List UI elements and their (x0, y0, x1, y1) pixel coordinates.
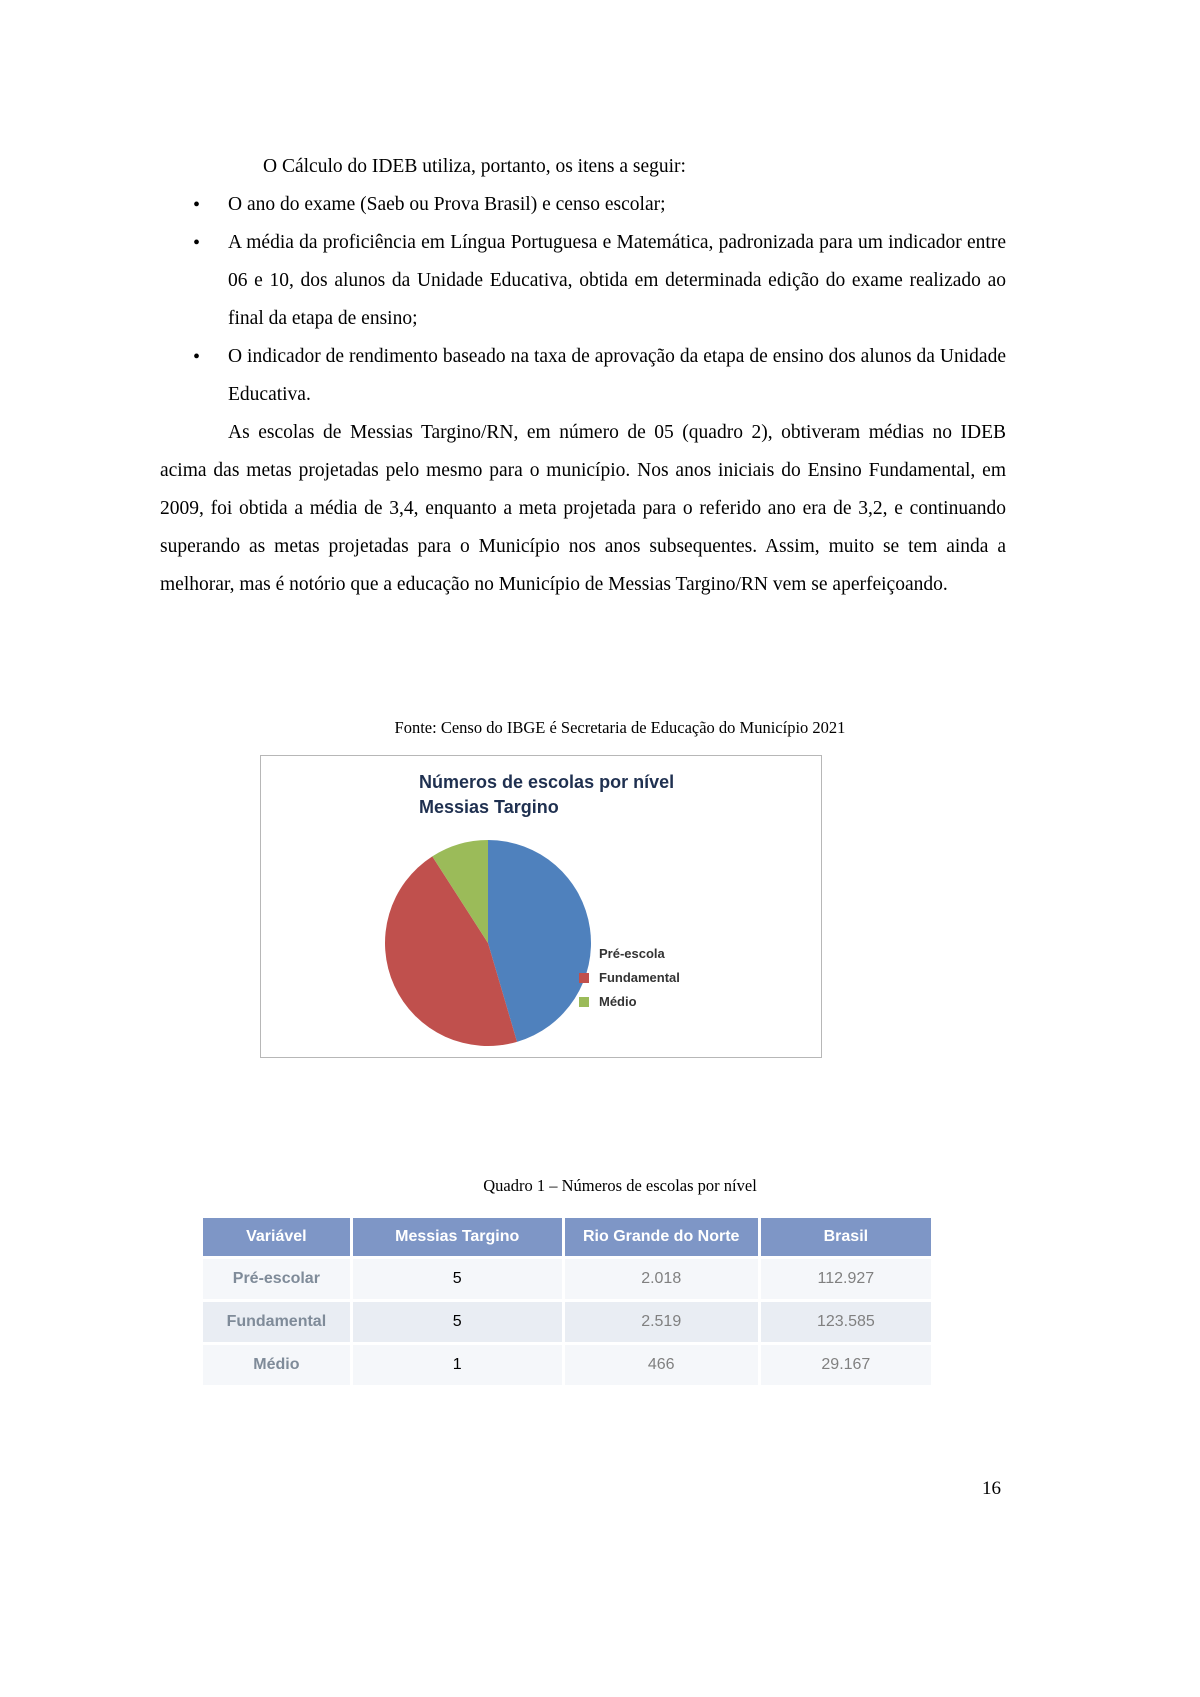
chart-title (419, 770, 674, 820)
table-cell: 1 (353, 1345, 562, 1385)
row-label: Fundamental (203, 1302, 350, 1342)
legend-swatch-icon (579, 949, 589, 959)
row-label: Pré-escolar (203, 1259, 350, 1299)
table-row (203, 1259, 931, 1299)
legend-label: Fundamental (599, 970, 680, 985)
table-cell: 123.585 (761, 1302, 931, 1342)
legend-item (579, 946, 680, 961)
legend-item (579, 994, 680, 1009)
legend-swatch-icon (579, 973, 589, 983)
legend-label: Pré-escola (599, 946, 665, 961)
table-cell: 5 (353, 1302, 562, 1342)
table-cell: 2.018 (565, 1259, 758, 1299)
chart-title-line2: Messias Targino (419, 797, 559, 817)
table-row (203, 1345, 931, 1385)
legend-item (579, 970, 680, 985)
intro-paragraph: O Cálculo do IDEB utiliza, portanto, os itens a seguir: (263, 156, 686, 177)
pie-chart (383, 838, 593, 1048)
table-cell: 29.167 (761, 1345, 931, 1385)
row-label: Médio (203, 1345, 350, 1385)
bullet-item: • O indicador de rendimento baseado na taxa de aprovação da etapa de ensino dos alunos da Unidade Educativa. (160, 338, 1006, 414)
data-table-container (200, 1215, 934, 1388)
table-cell: 2.519 (565, 1302, 758, 1342)
table-row (203, 1302, 931, 1342)
body-text (160, 148, 1006, 604)
column-header: Variável (203, 1218, 350, 1256)
legend-label: Médio (599, 994, 637, 1009)
legend-swatch-icon (579, 997, 589, 1007)
schools-table (200, 1215, 934, 1388)
chart-legend (579, 946, 680, 1018)
column-header: Messias Targino (353, 1218, 562, 1256)
page-number: 16 (982, 1478, 1001, 1499)
bullet-list (160, 186, 1006, 414)
chart-title-line1: Números de escolas por nível (419, 772, 675, 792)
bullet-item: • A média da proficiência em Língua Portuguesa e Matemática, padronizada para um indicador entre 06 e 10, dos alunos da Unidade Educativa, obtida em determinada edição do exame realizado ao final da etapa de ensino; (160, 224, 1006, 338)
chart-frame (260, 755, 822, 1058)
bullet-item: • O ano do exame (Saeb ou Prova Brasil) e censo escolar; (160, 186, 1006, 224)
table-caption: Quadro 1 – Números de escolas por nível (483, 1176, 757, 1195)
table-cell: 466 (565, 1345, 758, 1385)
column-header: Brasil (761, 1218, 931, 1256)
table-cell: 112.927 (761, 1259, 931, 1299)
table-cell: 5 (353, 1259, 562, 1299)
column-header: Rio Grande do Norte (565, 1218, 758, 1256)
table-header-row (203, 1218, 931, 1256)
main-paragraph: As escolas de Messias Targino/RN, em número de 05 (quadro 2), obtiveram médias no IDEB acima das metas projetadas pelo mesmo para o município. Nos anos iniciais do Ensino Fundamental, em 2009, foi obtida a média de 3,4, enquanto a meta projetada para o referido ano era de 3,2, e continuando superando as metas projetadas para o Município nos anos subsequentes. Assim, muito se tem ainda a melhorar, mas é notório que a educação no Município de Messias Targino/RN vem se aperfeiçoando. (160, 422, 1006, 595)
figure-source-caption: Fonte: Censo do IBGE é Secretaria de Educação do Município 2021 (394, 718, 846, 737)
